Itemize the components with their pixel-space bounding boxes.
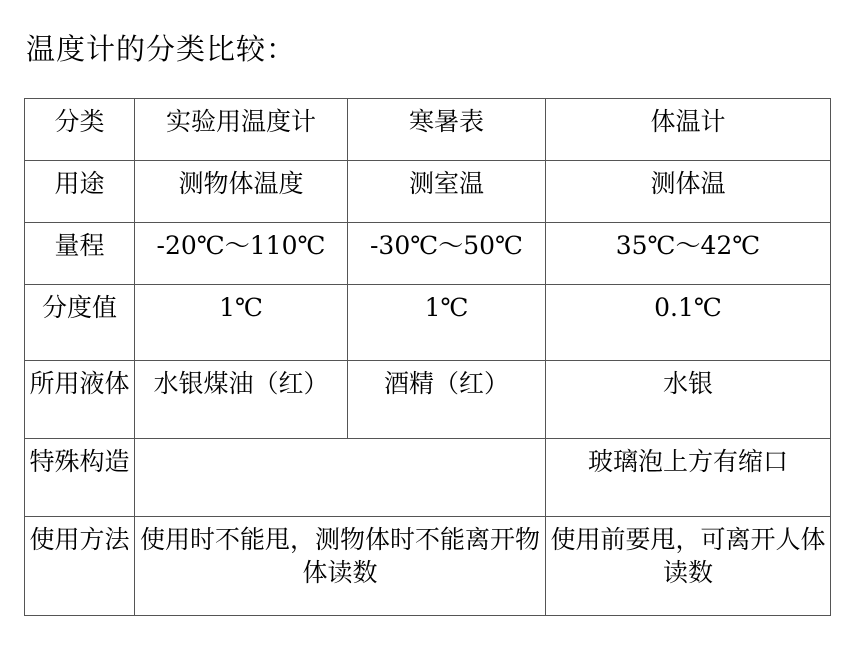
column-header-weather-thermometer: 寒暑表 <box>348 99 546 161</box>
table-row-range <box>25 223 831 285</box>
page-title: 温度计的分类比较： <box>26 32 297 66</box>
table-row-method <box>25 517 831 616</box>
column-header-clinical-thermometer: 体温计 <box>546 99 831 161</box>
cell-liquid-lab: 水银煤油（红） <box>135 361 348 439</box>
row-label-liquid: 所用液体 <box>25 361 135 439</box>
cell-division-clinical: 0.1℃ <box>546 285 831 361</box>
cell-structure-clinical: 玻璃泡上方有缩口 <box>546 439 831 517</box>
cell-division-lab: 1℃ <box>135 285 348 361</box>
cell-liquid-weather: 酒精（红） <box>348 361 546 439</box>
table-row-use <box>25 161 831 223</box>
cell-liquid-clinical: 水银 <box>546 361 831 439</box>
cell-use-clinical: 测体温 <box>546 161 831 223</box>
cell-use-lab: 测物体温度 <box>135 161 348 223</box>
cell-range-clinical: 35℃～42℃ <box>546 223 831 285</box>
row-label-use: 用途 <box>25 161 135 223</box>
table-row-division <box>25 285 831 361</box>
thermometer-comparison-table <box>24 98 831 616</box>
table-row-structure <box>25 439 831 517</box>
cell-range-weather: -30℃～50℃ <box>348 223 546 285</box>
cell-use-weather: 测室温 <box>348 161 546 223</box>
row-label-range: 量程 <box>25 223 135 285</box>
cell-division-weather: 1℃ <box>348 285 546 361</box>
cell-method-common: 使用时不能甩，测物体时不能离开物体读数 <box>135 517 546 616</box>
row-label-structure: 特殊构造 <box>25 439 135 517</box>
cell-range-lab: -20℃～110℃ <box>135 223 348 285</box>
row-label-category: 分类 <box>25 99 135 161</box>
row-label-division: 分度值 <box>25 285 135 361</box>
cell-method-clinical: 使用前要甩，可离开人体读数 <box>546 517 831 616</box>
row-label-method: 使用方法 <box>25 517 135 616</box>
table-row-category <box>25 99 831 161</box>
cell-structure-common <box>135 439 546 517</box>
column-header-lab-thermometer: 实验用温度计 <box>135 99 348 161</box>
table-row-liquid <box>25 361 831 439</box>
